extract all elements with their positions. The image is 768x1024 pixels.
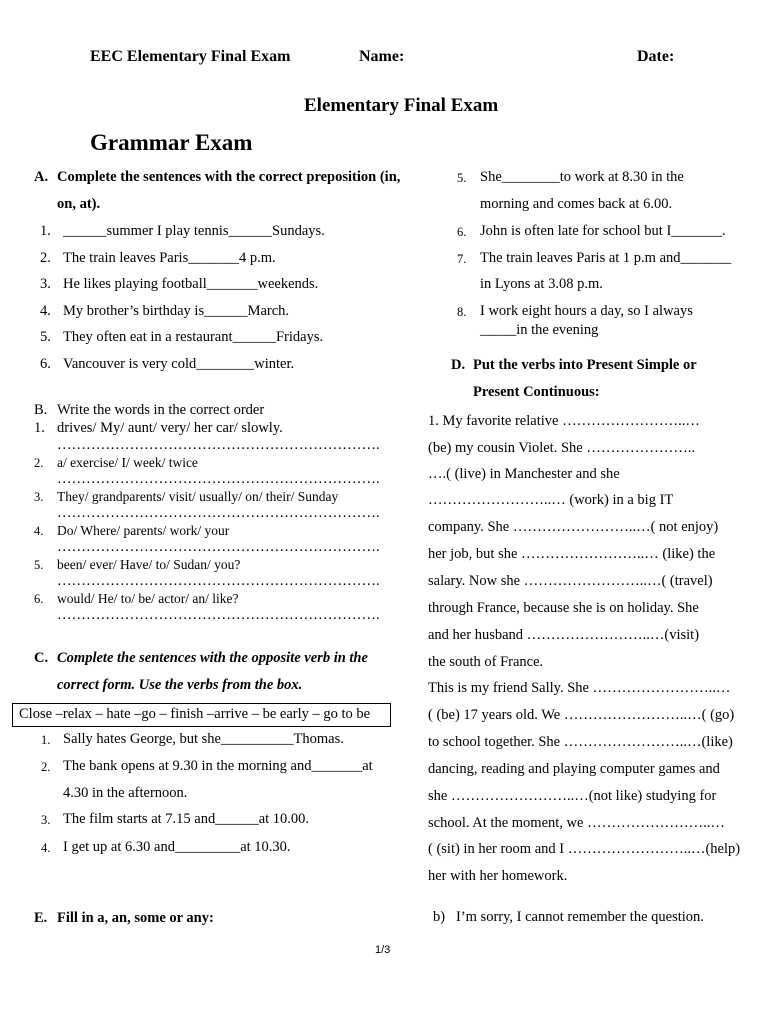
section-d-line: (be) my cousin Violet. She ………………….. [428, 440, 696, 456]
section-d-line: dancing, reading and playing computer games and [428, 761, 720, 777]
answer-line: …………………………………………………………. [57, 437, 380, 453]
right-item-num: 7. [457, 252, 467, 266]
section-d-line: ( (be) 17 years old. We ……………………..…( (go) [428, 707, 735, 723]
section-d-line: through France, because she is on holiday. She [428, 600, 699, 616]
section-a-item-num: 6. [40, 356, 51, 372]
section-a-item: He likes playing football_______weekends. [63, 276, 319, 292]
right-item: She________to work at 8.30 in the [480, 169, 684, 185]
right-item: John is often late for school but I_______. [480, 223, 726, 239]
right-item-num: 6. [457, 225, 467, 239]
section-a-instruction-2: on, at). [57, 196, 101, 212]
right-item: I work eight hours a day, so I always [480, 303, 693, 319]
section-d-line: and her husband ……………………..…(visit) [428, 627, 700, 643]
section-c-item: The bank opens at 9.30 in the morning and_______at [63, 758, 373, 774]
section-c-item: The film starts at 7.15 and______at 10.00. [63, 811, 310, 827]
section-b-item: a/ exercise/ I/ week/ twice [57, 455, 198, 470]
section-b-instruction: Write the words in the correct order [57, 402, 265, 418]
section-d-line: This is my friend Sally. She ……………………..… [428, 680, 731, 696]
section-d-line: she ……………………..…(not like) studying for [428, 788, 717, 804]
right-item-cont: _____in the evening [480, 322, 599, 338]
section-c-item-num: 1. [41, 733, 51, 747]
section-a-item: Vancouver is very cold________winter. [63, 356, 295, 372]
section-d-line: her job, but she ……………………..… (like) the [428, 546, 716, 562]
answer-line: …………………………………………………………. [57, 471, 380, 487]
section-b-marker: B. [34, 402, 48, 418]
section-a-item-num: 2. [40, 250, 51, 266]
section-d-line: ( (sit) in her room and I ……………………..…(help) [428, 841, 741, 857]
verb-box: Close –relax – hate –go – finish –arrive – be early – go to be [12, 703, 391, 727]
section-e-marker: E. [34, 910, 48, 926]
section-d-line: school. At the moment, we ……………………..… [428, 815, 725, 831]
section-d-line: salary. Now she ……………………..…( (travel) [428, 573, 713, 589]
section-d-marker: D. [451, 357, 466, 373]
section-d-line: 1. My favorite relative ……………………..… [428, 413, 700, 429]
answer-line: …………………………………………………………. [57, 607, 380, 623]
section-a-marker: A. [34, 169, 49, 185]
section-b-item-num: 3. [34, 490, 44, 504]
page-subtitle: Grammar Exam [90, 130, 253, 155]
item-b-marker: b) [433, 909, 446, 925]
section-a-item: They often eat in a restaurant______Fridays. [63, 329, 324, 345]
section-b-item: would/ He/ to/ be/ actor/ an/ like? [57, 591, 239, 606]
page-title: Elementary Final Exam [304, 95, 499, 116]
section-c-item-num: 2. [41, 760, 51, 774]
section-d-line: to school together. She ……………………..…(like) [428, 734, 733, 750]
section-b-item-num: 4. [34, 524, 44, 538]
section-b-item-num: 6. [34, 592, 44, 606]
section-a-item: My brother’s birthday is______March. [63, 303, 290, 319]
section-c-instruction-2: correct form. Use the verbs from the box. [57, 677, 303, 693]
section-c-item-num: 3. [41, 813, 51, 827]
section-d-line: company. She ……………………..…( not enjoy) [428, 519, 719, 535]
section-b-item: been/ ever/ Have/ to/ Sudan/ you? [57, 557, 241, 572]
section-c-item-num: 4. [41, 841, 51, 855]
section-a-item: ______summer I play tennis______Sundays. [63, 223, 325, 239]
section-a-item-num: 3. [40, 276, 51, 292]
section-d-instruction-2: Present Continuous: [473, 384, 600, 400]
item-b-text: I’m sorry, I cannot remember the question. [456, 909, 704, 925]
section-d-line: ……………………..… (work) in a big IT [428, 492, 674, 508]
section-b-item: They/ grandparents/ visit/ usually/ on/ their/ Sunday [57, 489, 339, 504]
section-c-item: Sally hates George, but she__________Thomas. [63, 731, 344, 747]
section-c-marker: C. [34, 650, 49, 666]
section-d-instruction-1: Put the verbs into Present Simple or [473, 357, 697, 373]
section-b-item-num: 5. [34, 558, 44, 572]
page-number: 1/3 [375, 944, 391, 956]
section-a-item-num: 1. [40, 223, 51, 239]
answer-line: …………………………………………………………. [57, 505, 380, 521]
section-c-instruction-1: Complete the sentences with the opposite verb in the [57, 650, 368, 666]
right-item: The train leaves Paris at 1 p.m and_______ [480, 250, 732, 266]
section-b-item-num: 1. [34, 420, 45, 436]
section-c-item: I get up at 6.30 and_________at 10.30. [63, 839, 291, 855]
right-item-cont: in Lyons at 3.08 p.m. [480, 276, 603, 292]
answer-line: …………………………………………………………. [57, 539, 380, 555]
section-d-line: ….( (live) in Manchester and she [428, 466, 620, 482]
section-a-item: The train leaves Paris_______4 p.m. [63, 250, 276, 266]
section-b-item: drives/ My/ aunt/ very/ her car/ slowly. [57, 420, 283, 436]
name-label: Name: [359, 48, 405, 65]
section-e-instruction: Fill in a, an, some or any: [57, 910, 214, 926]
section-c-item-cont: 4.30 in the afternoon. [63, 785, 188, 801]
section-d-line: the south of France. [428, 654, 544, 670]
section-b-item: Do/ Where/ parents/ work/ your [57, 523, 230, 538]
answer-line: …………………………………………………………. [57, 573, 380, 589]
right-item-cont: morning and comes back at 6.00. [480, 196, 673, 212]
exam-header-title: EEC Elementary Final Exam [90, 48, 291, 65]
section-d-line: her with her homework. [428, 868, 568, 884]
section-b-item-num: 2. [34, 456, 44, 470]
right-item-num: 5. [457, 171, 467, 185]
right-item-num: 8. [457, 305, 467, 319]
section-a-instruction-1: Complete the sentences with the correct preposition (in, [57, 169, 401, 185]
section-a-item-num: 4. [40, 303, 51, 319]
section-a-item-num: 5. [40, 329, 51, 345]
date-label: Date: [637, 48, 675, 65]
